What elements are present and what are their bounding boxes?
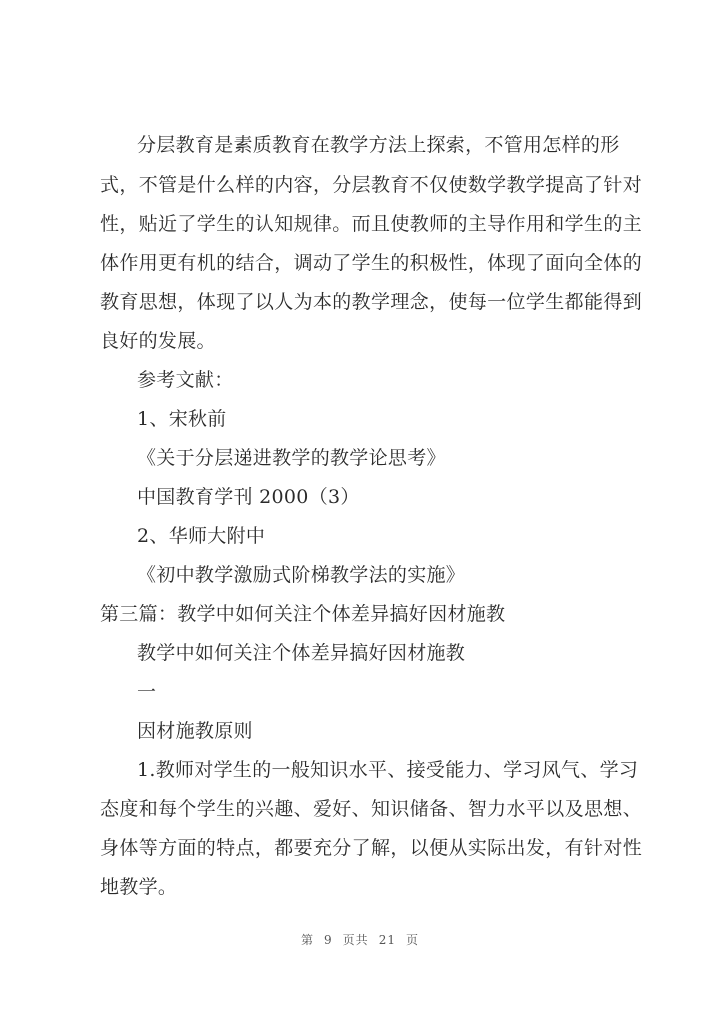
reference-2-title: 《初中教学激励式阶梯教学法的实施》 <box>137 564 466 586</box>
paragraph-line: 体作用更有机的结合，调动了学生的积极性，体现了面向全体的 <box>100 252 642 274</box>
reference-1-source: 中国教育学刊 2000（3） <box>137 486 360 508</box>
paragraph-line: 分层教育是素质教育在教学方法上探索，不管用怎样的形 <box>137 134 620 156</box>
paragraph-line: 式，不管是什么样的内容，分层教育不仅使数学教学提高了针对 <box>100 174 642 196</box>
part-number: 一 <box>137 681 157 703</box>
paragraph-line: 教育思想，体现了以人为本的教学理念，使每一位学生都能得到 <box>100 291 642 313</box>
point-line: 1.教师对学生的一般知识水平、接受能力、学习风气、学习 <box>137 759 639 781</box>
reference-1-title: 《关于分层递进教学的教学论思考》 <box>137 447 446 469</box>
footer-page-number: 9 <box>324 933 333 947</box>
section-heading: 第三篇：教学中如何关注个体差异搞好因材施教 <box>100 603 506 625</box>
footer-label-di: 第 <box>301 933 315 947</box>
point-line: 身体等方面的特点，都要充分了解，以便从实际出发，有针对性 <box>100 837 642 859</box>
part-title: 因材施教原则 <box>137 720 253 742</box>
reference-1-number: 1、宋秋前 <box>137 408 227 430</box>
footer-label-ye-gong: 页共 <box>342 933 369 947</box>
paragraph-line: 良好的发展。 <box>100 330 216 352</box>
page-footer <box>0 931 720 948</box>
section-subtitle: 教学中如何关注个体差异搞好因材施教 <box>137 642 466 664</box>
point-line: 地教学。 <box>100 876 178 898</box>
reference-2-number: 2、华师大附中 <box>137 525 266 547</box>
paragraph-line: 性，贴近了学生的认知规律。而且使教师的主导作用和学生的主 <box>100 213 642 235</box>
footer-label-ye: 页 <box>405 933 419 947</box>
point-line: 态度和每个学生的兴趣、爱好、知识储备、智力水平以及思想、 <box>100 798 642 820</box>
footer-total-pages: 21 <box>378 933 396 947</box>
references-heading: 参考文献： <box>137 369 234 391</box>
